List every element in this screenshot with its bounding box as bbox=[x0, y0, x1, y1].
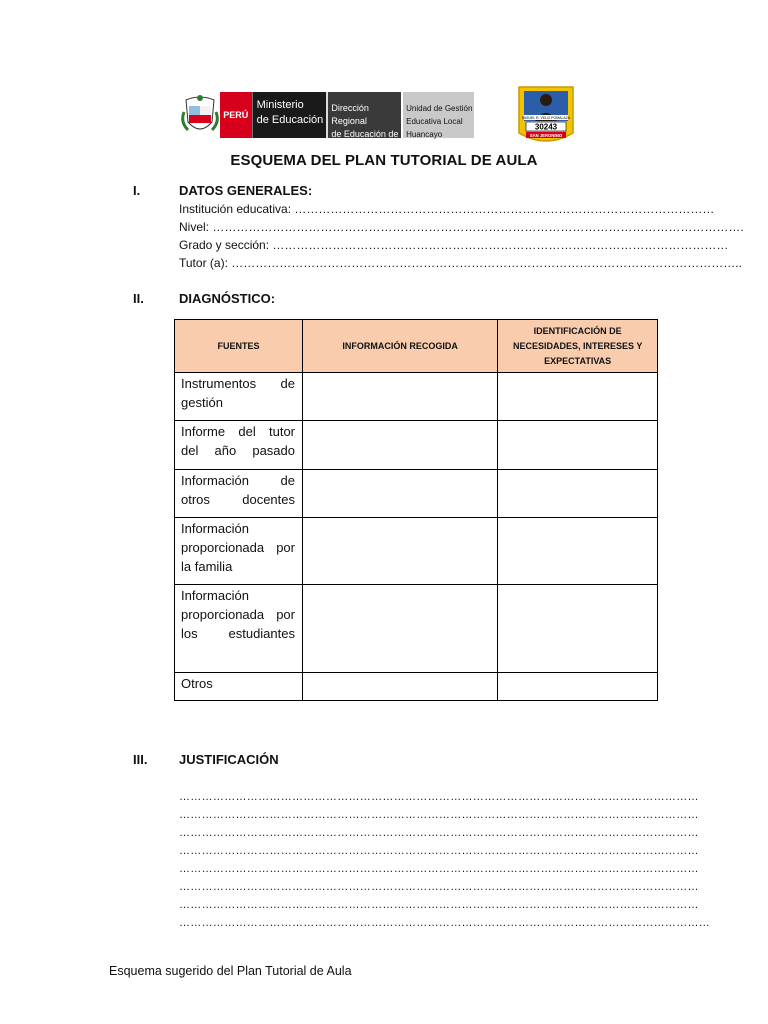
source-cell bbox=[175, 373, 303, 421]
section-2-number: II. bbox=[133, 291, 144, 306]
table-row bbox=[175, 373, 658, 421]
column-header-identificacion: IDENTIFICACIÓN DE NECESIDADES, INTERESES Y EXPECTATIVAS bbox=[498, 320, 658, 373]
table-row bbox=[175, 585, 658, 673]
necesidades-cell[interactable] bbox=[498, 373, 658, 421]
school-number: 30243 bbox=[534, 122, 558, 132]
section-3-title: JUSTIFICACIÓN bbox=[179, 752, 279, 767]
justificacion-line: …………………………………………………………………………………………………………………………… bbox=[179, 917, 711, 929]
column-header-fuentes: FUENTES bbox=[175, 320, 303, 373]
source-label: Información de otros docentes bbox=[181, 473, 295, 507]
table-row bbox=[175, 470, 658, 518]
source-cell bbox=[175, 673, 303, 701]
source-label: Información proporcionada por la familia bbox=[181, 521, 295, 574]
info-recogida-cell[interactable] bbox=[302, 421, 497, 470]
section-3-number: III. bbox=[133, 752, 148, 767]
school-name-strip: MIGUEL R. VELIZ POMALAZA bbox=[521, 116, 571, 120]
section-1-number: I. bbox=[133, 183, 141, 198]
source-label: Informe del tutor del año pasado bbox=[181, 424, 295, 458]
school-place: SAN JERONIMO bbox=[529, 132, 563, 138]
direccion-line-1: Dirección Regional bbox=[331, 103, 369, 126]
unidad-line-1: Unidad de Gestión bbox=[406, 104, 473, 113]
necesidades-cell[interactable] bbox=[498, 421, 658, 470]
unidad-line-2: Educativa Local Huancayo bbox=[406, 117, 463, 139]
ministry-logo-banner bbox=[180, 92, 474, 152]
ministerio-line-1: Ministerio bbox=[256, 99, 304, 111]
direccion-label bbox=[326, 92, 401, 152]
table-row bbox=[175, 421, 658, 470]
info-recogida-cell[interactable] bbox=[302, 470, 497, 518]
section-2-title: DIAGNÓSTICO: bbox=[179, 291, 276, 306]
table-row bbox=[175, 673, 658, 701]
info-recogida-cell[interactable] bbox=[302, 373, 497, 421]
field-grado-seccion: Grado y sección: …………………………………………………………………………………………………… bbox=[179, 238, 729, 252]
source-cell bbox=[175, 585, 303, 673]
source-label: Instrumentos de gestión bbox=[181, 376, 295, 410]
necesidades-cell[interactable] bbox=[498, 673, 658, 701]
source-label: Información proporcionada por los estudiantes bbox=[181, 588, 295, 641]
field-tutor: Tutor (a): ……………………………………………………………………………………………………………….. bbox=[179, 256, 742, 270]
school-badge-logo bbox=[517, 85, 575, 147]
document-title: ESQUEMA DEL PLAN TUTORIAL DE AULA bbox=[230, 152, 538, 169]
info-recogida-cell[interactable] bbox=[302, 518, 497, 585]
justificacion-line: ………………………………………………………………………………………………………………………… bbox=[179, 863, 699, 875]
source-label: Otros bbox=[181, 676, 213, 691]
national-shield-icon bbox=[180, 92, 220, 138]
field-institucion: Institución educativa: …………………………………………………………………………………………… bbox=[179, 202, 715, 216]
section-1-title: DATOS GENERALES: bbox=[179, 183, 313, 198]
justificacion-line: ………………………………………………………………………………………………………………………… bbox=[179, 809, 699, 821]
justificacion-line: ………………………………………………………………………………………………………………………… bbox=[179, 881, 699, 893]
source-cell bbox=[175, 421, 303, 470]
source-cell bbox=[175, 470, 303, 518]
column-header-informacion-recogida: INFORMACIÓN RECOGIDA bbox=[302, 320, 497, 373]
table-row bbox=[175, 518, 658, 585]
justificacion-line: ………………………………………………………………………………………………………………………… bbox=[179, 899, 699, 911]
info-recogida-cell[interactable] bbox=[302, 673, 497, 701]
necesidades-cell[interactable] bbox=[498, 585, 658, 673]
field-nivel: Nivel: ……………………………………………………………………………………………………………………. bbox=[179, 220, 744, 234]
direccion-line-2: de Educación de Junín bbox=[331, 129, 399, 152]
diagnostico-table bbox=[174, 319, 658, 701]
peru-label: PERÚ bbox=[220, 92, 252, 138]
justificacion-line: ………………………………………………………………………………………………………………………… bbox=[179, 845, 699, 857]
source-cell bbox=[175, 518, 303, 585]
justificacion-line: ………………………………………………………………………………………………………………………… bbox=[179, 827, 699, 839]
table-header-row bbox=[175, 320, 658, 373]
justificacion-line: ………………………………………………………………………………………………………………………… bbox=[179, 791, 699, 803]
info-recogida-cell[interactable] bbox=[302, 585, 497, 673]
page-footer: Esquema sugerido del Plan Tutorial de Aula bbox=[109, 964, 352, 978]
necesidades-cell[interactable] bbox=[498, 470, 658, 518]
necesidades-cell[interactable] bbox=[498, 518, 658, 585]
unidad-label bbox=[401, 92, 474, 138]
ministerio-line-2: de Educación bbox=[256, 114, 324, 126]
ministerio-label bbox=[252, 92, 327, 138]
